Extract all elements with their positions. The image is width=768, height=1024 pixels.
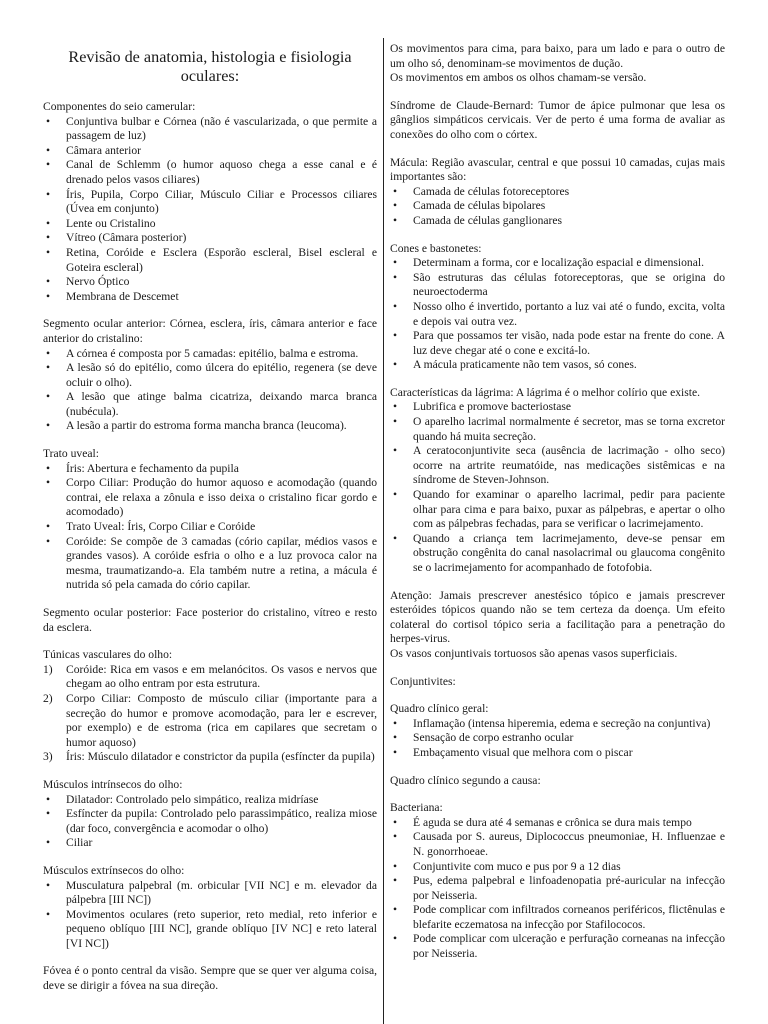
list-item: • Pus, edema palpebral e linfoadenopatia pré-auricular na infecção por Neisseria.: [393, 874, 725, 902]
bullet-icon: •: [46, 520, 51, 534]
bullet-icon: •: [46, 275, 51, 289]
list-item: • O aparelho lacrimal normalmente é secretor, mas se torna excretor quando há muita secreção.: [393, 415, 725, 443]
paragraph: Os movimentos para cima, para baixo, para um lado e para o outro de um olho só, denominam-se movimentos de dução.: [390, 42, 725, 70]
bullet-icon: •: [46, 461, 51, 475]
list-item: • A lesão a partir do estroma forma mancha branca (leucoma).: [46, 419, 347, 433]
section-bacteriana: [390, 801, 725, 962]
bullet-icon: •: [46, 187, 51, 201]
list-item: • Quando a criança tem lacrimejamento, deve-se pensar em obstrução congênita do canal nasolacrimal ou glaucoma congênito se o lacrimejamento for acompanhado de fotofobia.: [393, 531, 725, 574]
bullet-icon: •: [46, 114, 51, 128]
paragraph: Segmento ocular posterior: Face posterior do cristalino, vítreo e resto da esclera.: [43, 606, 377, 634]
section-heading: Músculos intrínsecos do olho:: [43, 777, 183, 791]
bullet-icon: •: [393, 270, 398, 284]
section-heading: Quadro clínico geral:: [390, 702, 489, 716]
bullet-icon: •: [393, 859, 398, 873]
list-item: • Ciliar: [46, 836, 93, 850]
list-item: • Pode complicar com infiltrados corneanos periféricos, flictênulas e blefarite eczematosa na infecção por Stafilococos.: [393, 903, 725, 931]
paragraph: Síndrome de Claude-Bernard: Tumor de ápice pulmonar que lesa os gânglios simpáticos cervicais. Ver de perto é uma forma de avaliar as conexões do olho com o córtex.: [390, 98, 725, 141]
bullet-icon: •: [393, 299, 398, 313]
section-claude-bernard: [390, 99, 725, 143]
list-item: • Movimentos oculares (reto superior, reto medial, reto inferior e pequeno oblíquo [III NC], grande oblíquo [IV NC] e reto lateral [VI NC]): [46, 907, 377, 950]
list-item: • São estruturas das células fotoreceptoras, que se origina do neuroectoderma: [393, 270, 725, 299]
section-heading: Túnicas vasculares do olho:: [43, 648, 173, 662]
bullet-icon: •: [393, 903, 398, 917]
bullet-icon: •: [393, 745, 398, 759]
bullet-icon: •: [46, 361, 51, 375]
bullet-list: [43, 462, 377, 593]
bullet-icon: •: [393, 815, 398, 829]
right-column: [390, 42, 725, 975]
numbered-list: [43, 663, 377, 765]
bullet-list: [390, 256, 725, 373]
section-heading: Conjuntivites:: [390, 674, 456, 688]
section-macula: [390, 156, 725, 229]
bullet-icon: •: [46, 907, 51, 921]
section-quadro-geral: [390, 702, 725, 760]
section-quadro-causa: [390, 774, 725, 789]
paragraph: Os movimentos em ambos os olhos chamam-se versão.: [390, 71, 647, 85]
bullet-icon: •: [393, 716, 398, 730]
section-heading: Mácula: Região avascular, central e que possui 10 camadas, cujas mais importantes são:: [390, 155, 725, 184]
section-heading: Características da lágrima: A lágrima é o melhor colírio que existe.: [390, 385, 701, 399]
list-item: • Dilatador: Controlado pelo simpático, realiza midríase: [46, 792, 319, 806]
column-divider: [383, 38, 384, 1024]
list-item: 3) Íris: Músculo dilatador e constrictor da pupila (esfíncter da pupila): [43, 750, 375, 764]
list-item: • Musculatura palpebral (m. orbicular [VII NC] e m. elevador da pálpebra [III NC]): [46, 878, 377, 907]
section-lagrima: [390, 386, 725, 576]
list-item: • Corpo Ciliar: Produção do humor aquoso e acomodação (quando contrai, ele relaxa a zônula e isso deixa o cristalino ficar gordo e acomodado): [46, 476, 377, 519]
list-item: • Canal de Schlemm (o humor aquoso chega a esse canal e é drenado pelos vasos ciliares): [46, 158, 377, 186]
list-item: • Quando for examinar o aparelho lacrimal, pedir para paciente olhar para cima e para baixo, puxar as pálpebras, e apertar o olho com as pálpebras fechadas, para se verificar o lacrimejamento.: [393, 488, 725, 531]
bullet-icon: •: [46, 419, 51, 433]
section-conjuntivites: [390, 675, 725, 690]
list-item: • Embaçamento visual que melhora com o piscar: [393, 745, 633, 759]
bullet-icon: •: [46, 231, 51, 245]
list-item: • Sensação de corpo estranho ocular: [393, 731, 574, 745]
bullet-icon: •: [46, 534, 51, 548]
list-item: • A córnea é composta por 5 camadas: epitélio, balma e estroma.: [46, 346, 359, 360]
list-item: • A ceratoconjuntivite seca (ausência de lacrimação - olho seco) ocorre na artrite reumatóide, nas medicações sistêmicas e na síndrome de Steven-Johnson.: [393, 444, 725, 487]
paragraph: Os vasos conjuntivais tortuosos são apenas vasos superficiais.: [390, 646, 678, 660]
list-item: • Pode complicar com ulceração e perfuração corneanas na infecção por Neisseria.: [393, 932, 725, 961]
bullet-icon: •: [46, 158, 51, 172]
list-item: • Nosso olho é invertido, portanto a luz vai até o fundo, excita, volta e depois vai outra vez.: [393, 299, 725, 328]
paragraph: Fóvea é o ponto central da visão. Sempre que se quer ver alguma coisa, deve se dirigir a fóvea na sua direção.: [43, 964, 377, 993]
list-item: • Conjuntivite com muco e pus por 9 a 12 dias: [393, 859, 621, 873]
section-musculos-intrinsecos: [43, 778, 377, 851]
left-column: [43, 42, 377, 1007]
list-item: • É aguda se dura até 4 semanas e crônica se dura mais tempo: [393, 815, 692, 829]
list-number: 2): [43, 691, 53, 705]
section-heading: Músculos extrínsecos do olho:: [43, 863, 185, 877]
section-trato-uveal: [43, 447, 377, 593]
bullet-icon: •: [393, 444, 398, 458]
bullet-icon: •: [393, 358, 398, 372]
bullet-icon: •: [393, 199, 398, 213]
bullet-list: [43, 879, 377, 952]
bullet-icon: •: [393, 932, 398, 946]
bullet-icon: •: [393, 531, 398, 545]
list-item: • Lente ou Cristalino: [46, 216, 156, 230]
bullet-icon: •: [46, 143, 51, 157]
bullet-list: [390, 400, 725, 575]
bullet-list: [390, 816, 725, 962]
bullet-icon: •: [393, 329, 398, 343]
bullet-icon: •: [46, 216, 51, 230]
bullet-icon: •: [393, 415, 398, 429]
list-item: 2) Corpo Ciliar: Composto de músculo ciliar (importante para a secreção do humor e promove acomodação, para ler e escrever, por exemplo) e de estroma (rica em capilares que secretam o humor aquoso): [43, 691, 377, 749]
list-item: • Íris: Abertura e fechamento da pupila: [46, 461, 239, 475]
list-item: • Camada de células ganglionares: [393, 213, 563, 227]
bullet-icon: •: [46, 836, 51, 850]
section-segmento-anterior: [43, 317, 377, 434]
section-segmento-posterior: [43, 606, 377, 635]
bullet-icon: •: [46, 346, 51, 360]
list-item: • Vítreo (Câmara posterior): [46, 231, 187, 245]
section-heading: Cones e bastonetes:: [390, 241, 482, 255]
page-title: Revisão de anatomia, histologia e fisiologia oculares:: [68, 48, 352, 85]
list-item: • Nervo Óptico: [46, 275, 130, 289]
bullet-list: [43, 115, 377, 305]
section-cones-bastonetes: [390, 242, 725, 373]
bullet-icon: •: [46, 245, 51, 259]
bullet-icon: •: [46, 289, 51, 303]
section-musculos-extrinsecos: [43, 864, 377, 952]
section-movimentos: [390, 42, 725, 86]
list-item: • Íris, Pupila, Corpo Ciliar, Músculo Ciliar e Processos ciliares (Úvea em conjunto): [46, 187, 377, 216]
bullet-icon: •: [46, 390, 51, 404]
list-item: • Lubrifica e promove bacteriostase: [393, 400, 572, 414]
section-heading: Componentes do seio camerular:: [43, 100, 196, 113]
list-item: • Câmara anterior: [46, 143, 141, 157]
list-item: • Inflamação (intensa hiperemia, edema e secreção na conjuntiva): [393, 716, 711, 730]
bullet-icon: •: [46, 476, 51, 490]
bullet-icon: •: [393, 488, 398, 502]
list-item: • Trato Uveal: Íris, Corpo Ciliar e Coróide: [46, 520, 256, 534]
bullet-list: [390, 717, 725, 761]
section-heading: Trato uveal:: [43, 447, 99, 461]
section-heading: Quadro clínico segundo a causa:: [390, 773, 541, 787]
bullet-icon: •: [46, 878, 51, 892]
list-item: • Conjuntiva bulbar e Córnea (não é vascularizada, o que permite a passagem de luz): [46, 114, 377, 143]
section-heading: Bacteriana:: [390, 801, 443, 815]
bullet-icon: •: [393, 400, 398, 414]
bullet-list: [43, 793, 377, 851]
list-number: 3): [43, 750, 53, 764]
list-number: 1): [43, 662, 53, 676]
bullet-icon: •: [46, 807, 51, 821]
list-item: • A lesão que atinge balma cicatriza, deixando marca branca (nubécula).: [46, 390, 377, 418]
list-item: • Esfíncter da pupila: Controlado pelo parassimpático, realiza miose (dar foco, convergência e acomodar o olho): [46, 807, 377, 835]
bullet-list: [43, 347, 377, 435]
section-heading: Segmento ocular anterior: Córnea, esclera, íris, câmara anterior e face anterior do cristalino:: [43, 317, 377, 345]
section-atencao: [390, 589, 725, 662]
bullet-icon: •: [393, 731, 398, 745]
bullet-icon: •: [393, 184, 398, 198]
list-item: • Camada de células fotoreceptores: [393, 184, 570, 198]
list-item: • A lesão só do epitélio, como úlcera do epitélio, regenera (se deve ocluir o olho).: [46, 361, 377, 389]
list-item: • Para que possamos ter visão, nada pode estar na frente do cone. A luz deve chegar até o cone e excitá-lo.: [393, 329, 725, 357]
list-item: • A mácula praticamente não tem vasos, só cones.: [393, 358, 637, 372]
bullet-icon: •: [46, 792, 51, 806]
list-item: • Membrana de Descemet: [46, 289, 179, 303]
section-seio-camerular: [43, 100, 377, 304]
bullet-icon: •: [393, 256, 398, 270]
section-tunicas-vasculares: [43, 648, 377, 765]
list-item: • Coróide: Se compõe de 3 camadas (cório capilar, médios vasos e grandes vasos). A coróide esfria o olho e a luz provoca calor na mesma, traumatizando-a. Ela também nutre a retina, a mácula é nutrida só pela camada do cório capilar.: [46, 534, 377, 592]
bullet-icon: •: [393, 830, 398, 844]
list-item: • Causada por S. aureus, Diplococcus pneumoniae, H. Influenzae e N. gonorrhoeae.: [393, 830, 725, 858]
list-item: 1) Coróide: Rica em vasos e em melanócitos. Os vasos e nervos que chegam ao olho entram por esta estrutura.: [43, 662, 377, 691]
paragraph: Atenção: Jamais prescrever anestésico tópico e jamais prescrever esteróides tópicos quando não se tem certeza da doença. Um efeito colateral do cortisol tópico seria a facilitação para a penetração do herpes-virus.: [390, 588, 725, 646]
bullet-icon: •: [393, 874, 398, 888]
bullet-icon: •: [393, 213, 398, 227]
bullet-list: [390, 185, 725, 229]
list-item: • Retina, Coróide e Esclera (Esporão escleral, Bisel escleral e Goteira escleral): [46, 245, 377, 274]
section-fovea: [43, 964, 377, 993]
list-item: • Determinam a forma, cor e localização espacial e dimensional.: [393, 256, 704, 270]
list-item: • Camada de células bipolares: [393, 199, 546, 213]
